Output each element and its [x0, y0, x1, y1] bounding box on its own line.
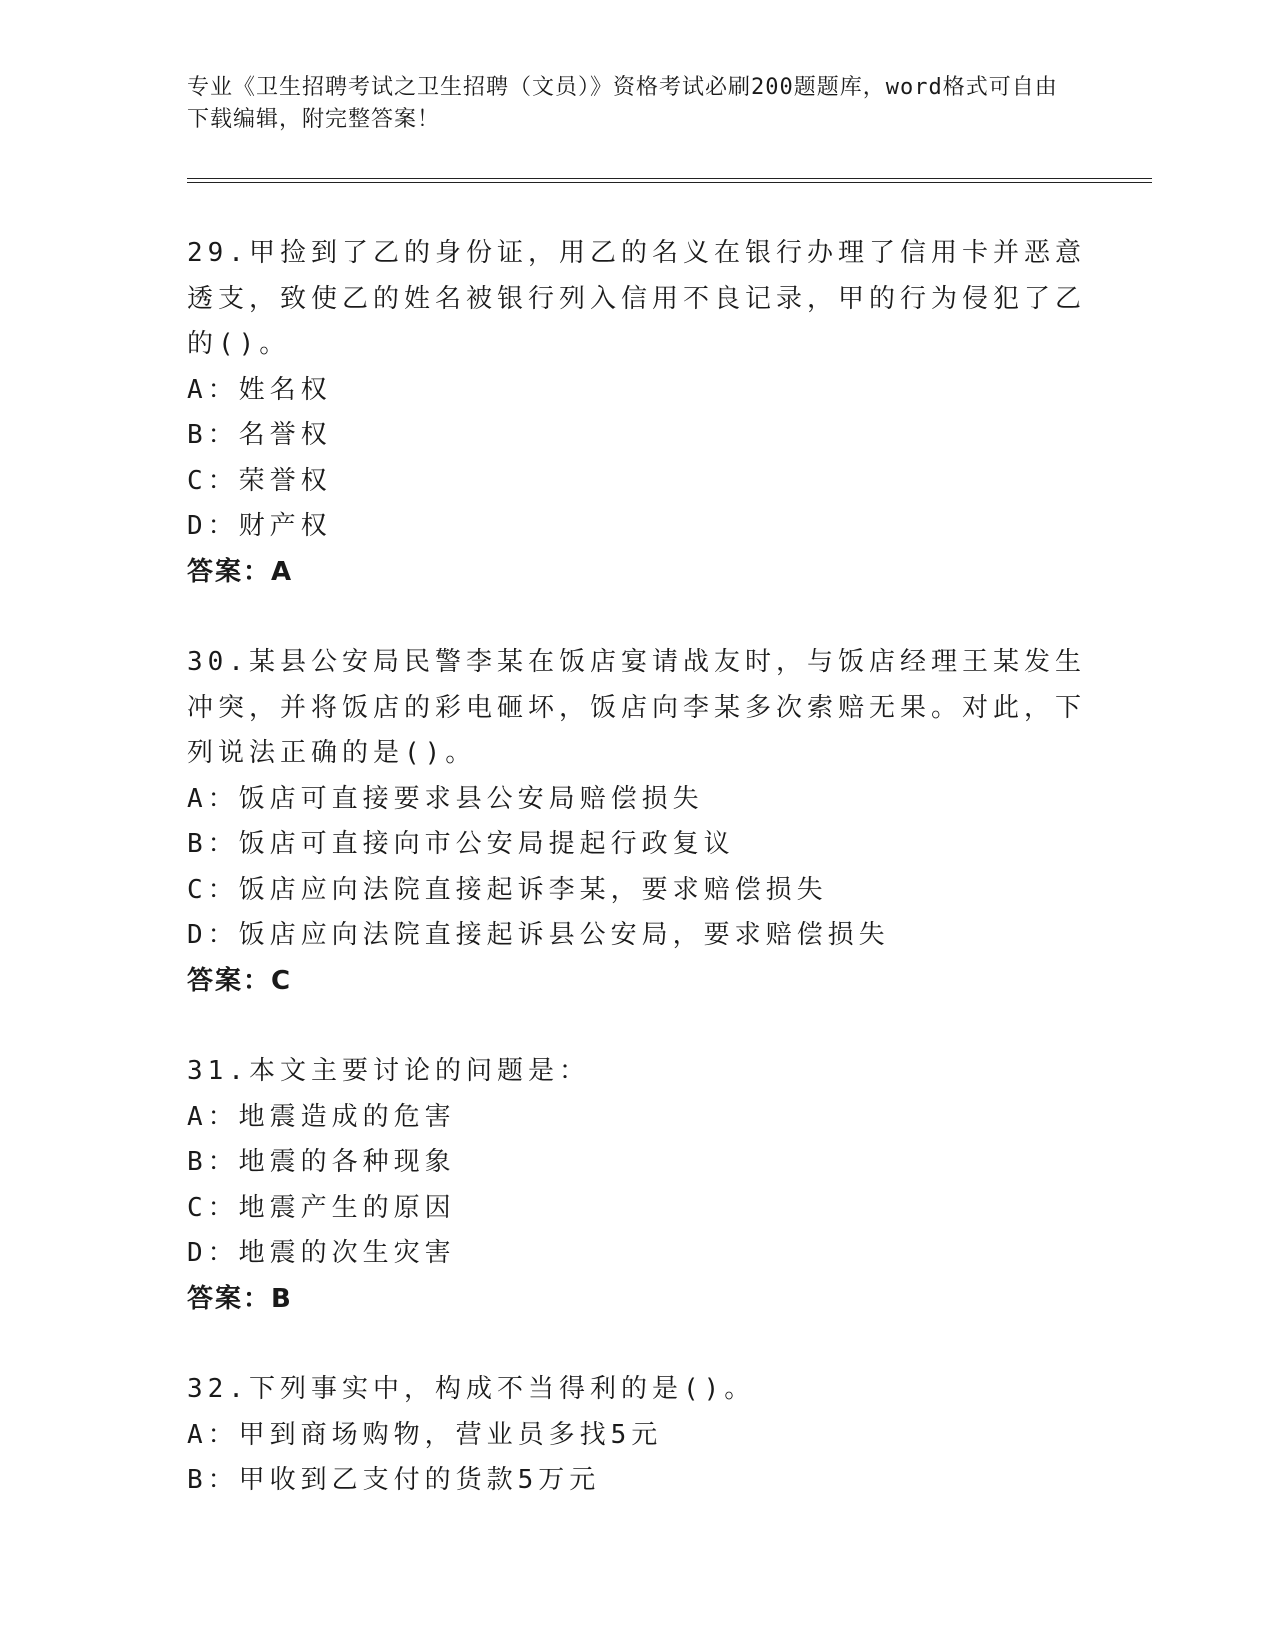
question-stem: 30.某县公安局民警李某在饭店宴请战友时，与饭店经理王某发生冲突，并将饭店的彩电砸坏，饭店向李某多次索赔无果。对此，下列说法正确的是()。	[187, 647, 1087, 768]
option-a: A：姓名权	[187, 374, 332, 405]
option-c: C：荣誉权	[187, 465, 332, 496]
document-header: 专业《卫生招聘考试之卫生招聘（文员）》资格考试必刷200题题库，word格式可自由下载编辑，附完整答案！	[187, 75, 1058, 132]
option-a: A：地震造成的危害	[187, 1101, 456, 1132]
question-31	[187, 1049, 1157, 1322]
option-a: A：甲到商场购物，营业员多找5元	[187, 1419, 663, 1450]
question-stem: 32.下列事实中，构成不当得利的是()。	[187, 1374, 756, 1404]
option-b: B：饭店可直接向市公安局提起行政复议	[187, 829, 735, 859]
question-list	[187, 231, 1157, 1504]
option-b: B：地震的各种现象	[187, 1147, 456, 1177]
option-d: D：饭店应向法院直接起诉县公安局，要求赔偿损失	[187, 920, 890, 950]
option-a: A：饭店可直接要求县公安局赔偿损失	[187, 783, 704, 814]
answer-line: 答案：A	[187, 556, 294, 587]
answer-line: 答案：B	[187, 1283, 293, 1314]
option-d: D：地震的次生灾害	[187, 1238, 456, 1268]
option-d: D：财产权	[187, 511, 332, 541]
answer-line: 答案：C	[187, 965, 293, 996]
question-32	[187, 1367, 1157, 1504]
header-divider	[187, 178, 1152, 183]
question-stem: 31.本文主要讨论的问题是：	[187, 1056, 590, 1086]
document-page	[187, 72, 1157, 1549]
option-c: C：饭店应向法院直接起诉李某，要求赔偿损失	[187, 874, 828, 905]
option-b: B：名誉权	[187, 420, 332, 450]
question-stem: 29.甲捡到了乙的身份证，用乙的名义在银行办理了信用卡并恶意透支，致使乙的姓名被银行列入信用不良记录，甲的行为侵犯了乙的()。	[187, 238, 1087, 359]
question-30	[187, 640, 1157, 1004]
question-29	[187, 231, 1157, 595]
option-c: C：地震产生的原因	[187, 1192, 456, 1223]
option-b: B：甲收到乙支付的货款5万元	[187, 1465, 601, 1495]
